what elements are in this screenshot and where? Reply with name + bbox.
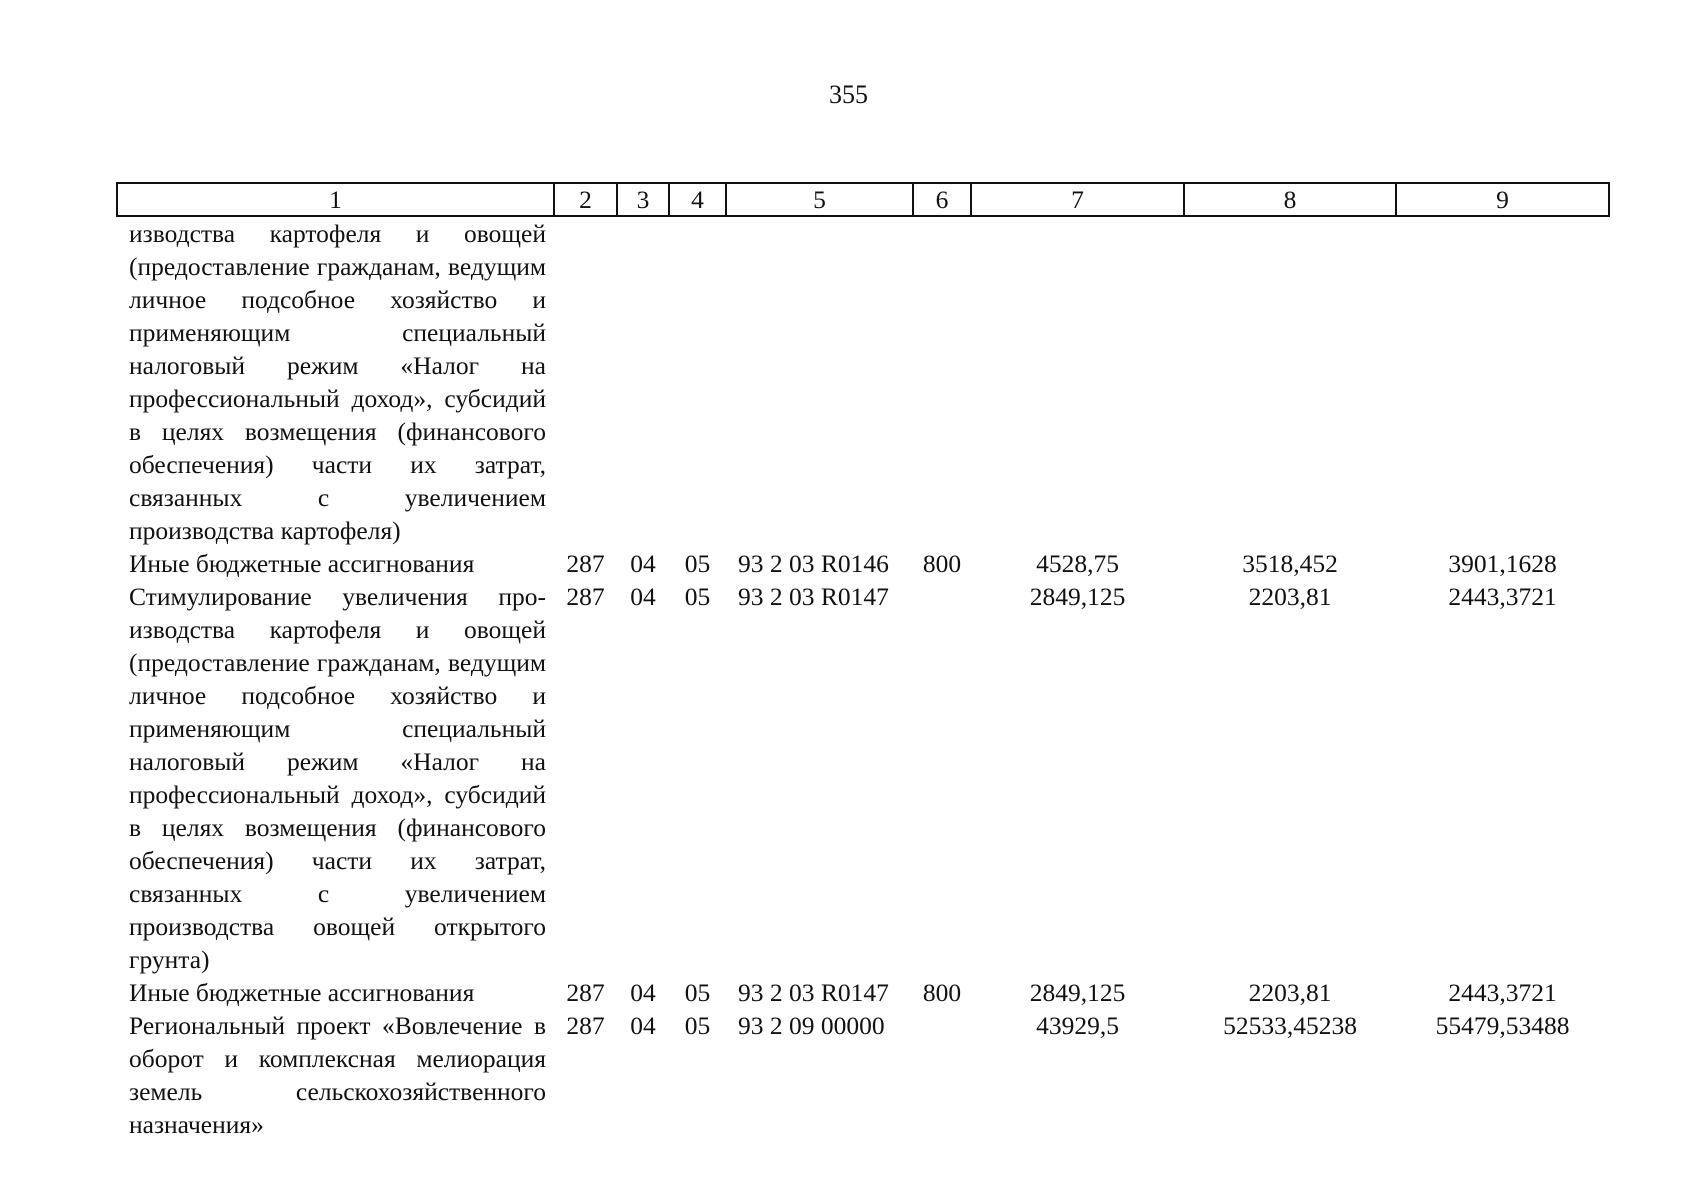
cell-c9: 55479,53488 [1435, 1011, 1570, 1040]
cell-c3: 04 [630, 978, 656, 1007]
column-header-2: 2 [554, 183, 617, 216]
cell-c3: 04 [630, 1011, 656, 1040]
cell-c3: 04 [630, 549, 656, 578]
page-number: 355 [829, 80, 868, 109]
cell-c6 [913, 216, 971, 547]
cell-c5: 93 2 03 R0147 [738, 978, 889, 1007]
cell-c9: 2443,3721 [1448, 582, 1557, 611]
cell-c7: 2849,125 [1029, 978, 1126, 1007]
cell-c9 [1396, 216, 1609, 547]
cell-c6 [913, 580, 971, 976]
cell-c7: 4528,75 [1036, 549, 1119, 578]
cell-c8: 2203,81 [1248, 582, 1332, 611]
column-header-4: 4 [669, 183, 726, 216]
cell-c6: 800 [922, 978, 962, 1007]
row-name: Стимулирование увеличения производства картофеля и овощей (предоставление гражданам, ведущим личное подсобное хозяйство и применяющим специальный налоговый режим «Налог на профессиональный доход», субсидий в целях возмещения (финансового обеспечения) части их затрат, связанных с увеличением производства овощей открытого грунта) [129, 582, 546, 974]
table-header-row [117, 183, 1609, 216]
cell-c8: 52533,45238 [1223, 1011, 1357, 1040]
column-header-5: 5 [726, 183, 913, 216]
cell-c5: 93 2 09 00000 [738, 1011, 885, 1040]
cell-c8: 3518,452 [1242, 549, 1338, 578]
column-header-9: 9 [1396, 183, 1609, 216]
table-row [117, 580, 1609, 976]
column-header-8: 8 [1184, 183, 1396, 216]
cell-c2: 287 [566, 582, 605, 611]
row-name: Региональный проект «Вовлечение в оборот и комплексная мелиорация земель сельскохозяйственного назначения» [129, 1011, 546, 1139]
row-name: Иные бюджетные ассигнования [129, 978, 475, 1007]
cell-c7: 43929,5 [1036, 1011, 1119, 1040]
cell-c5: 93 2 03 R0146 [738, 549, 889, 578]
row-name: изводства картофеля и овощей (предоставление гражданам, ведущим личное подсобное хозяйство и применяющим специальный налоговый режим «Налог на профессиональный доход», субсидий в целях возмещения (финансового обеспечения) части их затрат, связанных с увеличением производства картофеля) [129, 219, 546, 545]
column-header-1: 1 [117, 183, 554, 216]
cell-c5 [726, 216, 913, 547]
cell-c6: 800 [922, 549, 962, 578]
column-header-7: 7 [971, 183, 1184, 216]
cell-c5: 93 2 03 R0147 [738, 582, 889, 611]
cell-c2: 287 [566, 978, 605, 1007]
cell-c9: 2443,3721 [1448, 978, 1557, 1007]
cell-c9: 3901,1628 [1448, 549, 1557, 578]
column-header-3: 3 [617, 183, 669, 216]
cell-c4: 05 [684, 978, 711, 1007]
table-row [117, 547, 1609, 580]
cell-c2: 287 [566, 549, 605, 578]
column-header-6: 6 [913, 183, 971, 216]
cell-c7 [971, 216, 1184, 547]
table-row [117, 1009, 1609, 1141]
cell-c8: 2203,81 [1248, 978, 1332, 1007]
table-row [117, 976, 1609, 1009]
row-name: Иные бюджетные ассигнования [129, 549, 475, 578]
cell-c4: 05 [684, 1011, 711, 1040]
cell-c7: 2849,125 [1029, 582, 1126, 611]
cell-c6 [913, 1009, 971, 1141]
budget-table [116, 182, 1610, 1141]
cell-c4: 05 [684, 549, 711, 578]
cell-c4: 05 [684, 582, 711, 611]
cell-c4 [669, 216, 726, 547]
cell-c2: 287 [566, 1011, 605, 1040]
table-row [117, 216, 1609, 547]
cell-c3 [617, 216, 669, 547]
cell-c8 [1184, 216, 1396, 547]
cell-c3: 04 [630, 582, 656, 611]
cell-c2 [554, 216, 617, 547]
